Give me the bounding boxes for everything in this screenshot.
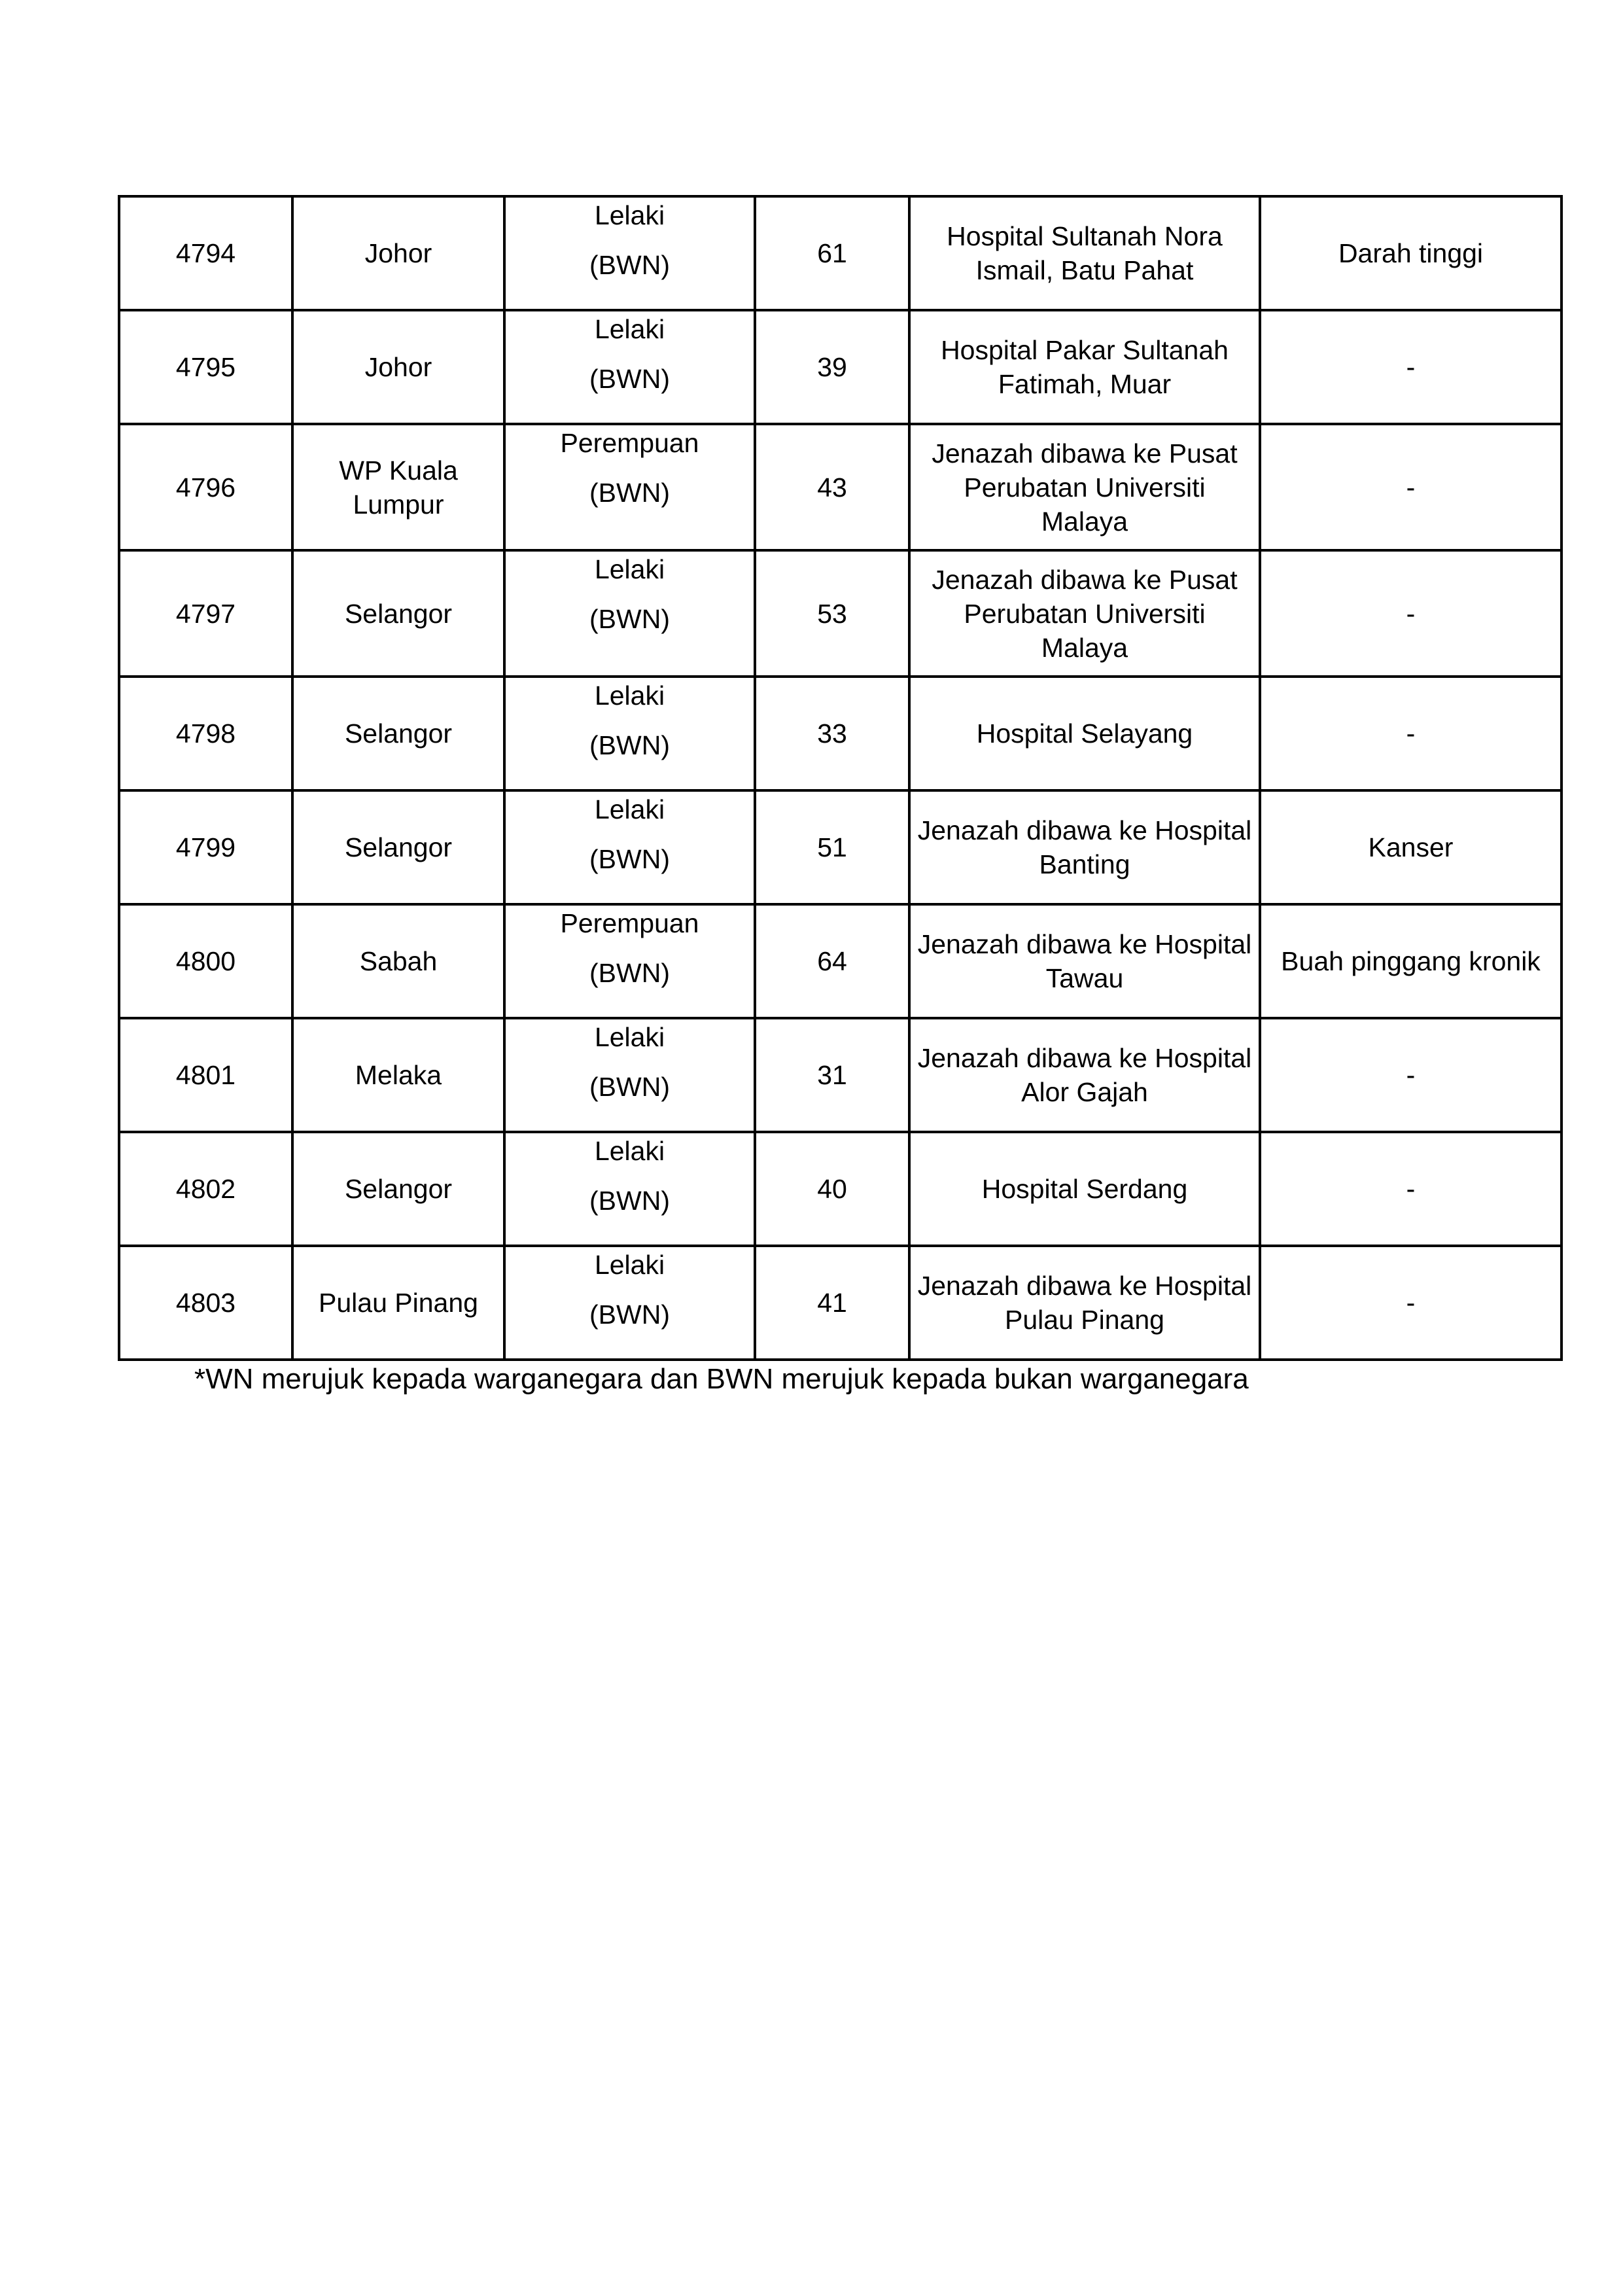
table-row [119, 1018, 1562, 1132]
state: Johor [292, 196, 504, 310]
table-row [119, 550, 1562, 677]
table-row [119, 904, 1562, 1018]
nationality: (BWN) [589, 958, 670, 988]
case-number: 4794 [119, 196, 292, 310]
gender-nationality [504, 1246, 755, 1360]
condition: Darah tinggi [1260, 196, 1562, 310]
nationality: (BWN) [589, 844, 670, 874]
state: Melaka [292, 1018, 504, 1132]
nationality: (BWN) [589, 477, 670, 508]
facility: Jenazah dibawa ke Hospital Alor Gajah [909, 1018, 1260, 1132]
age: 43 [755, 424, 909, 550]
gender-nationality [504, 904, 755, 1018]
condition: - [1260, 677, 1562, 790]
nationality: (BWN) [589, 1186, 670, 1216]
age: 53 [755, 550, 909, 677]
state: Selangor [292, 550, 504, 677]
age: 61 [755, 196, 909, 310]
facility: Jenazah dibawa ke Hospital Pulau Pinang [909, 1246, 1260, 1360]
gender: Lelaki [594, 1022, 665, 1052]
facility: Hospital Serdang [909, 1132, 1260, 1246]
age: 31 [755, 1018, 909, 1132]
case-number: 4797 [119, 550, 292, 677]
facility: Hospital Sultanah Nora Ismail, Batu Pahat [909, 196, 1260, 310]
nationality: (BWN) [589, 1299, 670, 1330]
nationality: (BWN) [589, 603, 670, 634]
table-row [119, 677, 1562, 790]
state: Selangor [292, 677, 504, 790]
age: 39 [755, 310, 909, 424]
state: Sabah [292, 904, 504, 1018]
gender: Perempuan [560, 908, 699, 938]
age: 64 [755, 904, 909, 1018]
condition: - [1260, 1132, 1562, 1246]
gender: Lelaki [594, 680, 665, 711]
nationality: (BWN) [589, 730, 670, 760]
case-number: 4796 [119, 424, 292, 550]
gender-nationality [504, 310, 755, 424]
gender: Lelaki [594, 314, 665, 344]
facility: Jenazah dibawa ke Hospital Banting [909, 790, 1260, 904]
table-row [119, 790, 1562, 904]
age: 41 [755, 1246, 909, 1360]
facility: Jenazah dibawa ke Pusat Perubatan Universiti Malaya [909, 550, 1260, 677]
gender: Lelaki [594, 794, 665, 824]
condition: - [1260, 310, 1562, 424]
gender-nationality [504, 196, 755, 310]
state: WP Kuala Lumpur [292, 424, 504, 550]
gender: Lelaki [594, 200, 665, 230]
facility: Jenazah dibawa ke Hospital Tawau [909, 904, 1260, 1018]
table-row [119, 1132, 1562, 1246]
state: Pulau Pinang [292, 1246, 504, 1360]
case-number: 4803 [119, 1246, 292, 1360]
gender-nationality [504, 790, 755, 904]
gender-nationality [504, 677, 755, 790]
age: 40 [755, 1132, 909, 1246]
nationality: (BWN) [589, 364, 670, 394]
table-row [119, 1246, 1562, 1360]
facility: Hospital Selayang [909, 677, 1260, 790]
case-number: 4802 [119, 1132, 292, 1246]
death-cases-table [118, 195, 1563, 1361]
facility: Hospital Pakar Sultanah Fatimah, Muar [909, 310, 1260, 424]
facility: Jenazah dibawa ke Pusat Perubatan Universiti Malaya [909, 424, 1260, 550]
gender-nationality [504, 1018, 755, 1132]
state: Selangor [292, 1132, 504, 1246]
case-number: 4798 [119, 677, 292, 790]
condition: Buah pinggang kronik [1260, 904, 1562, 1018]
gender-nationality [504, 550, 755, 677]
condition: - [1260, 424, 1562, 550]
nationality: (BWN) [589, 1072, 670, 1102]
condition: - [1260, 1018, 1562, 1132]
gender: Lelaki [594, 1250, 665, 1280]
gender: Lelaki [594, 1136, 665, 1166]
gender: Lelaki [594, 554, 665, 584]
case-number: 4799 [119, 790, 292, 904]
table-row [119, 310, 1562, 424]
state: Selangor [292, 790, 504, 904]
age: 33 [755, 677, 909, 790]
gender-nationality [504, 424, 755, 550]
table-row [119, 196, 1562, 310]
nationality: (BWN) [589, 250, 670, 280]
case-number: 4801 [119, 1018, 292, 1132]
condition: - [1260, 550, 1562, 677]
table-row [119, 424, 1562, 550]
gender: Perempuan [560, 427, 699, 458]
condition: - [1260, 1246, 1562, 1360]
footnote: *WN merujuk kepada warganegara dan BWN merujuk kepada bukan warganegara [194, 1363, 1249, 1395]
case-number: 4795 [119, 310, 292, 424]
age: 51 [755, 790, 909, 904]
condition: Kanser [1260, 790, 1562, 904]
state: Johor [292, 310, 504, 424]
gender-nationality [504, 1132, 755, 1246]
case-number: 4800 [119, 904, 292, 1018]
